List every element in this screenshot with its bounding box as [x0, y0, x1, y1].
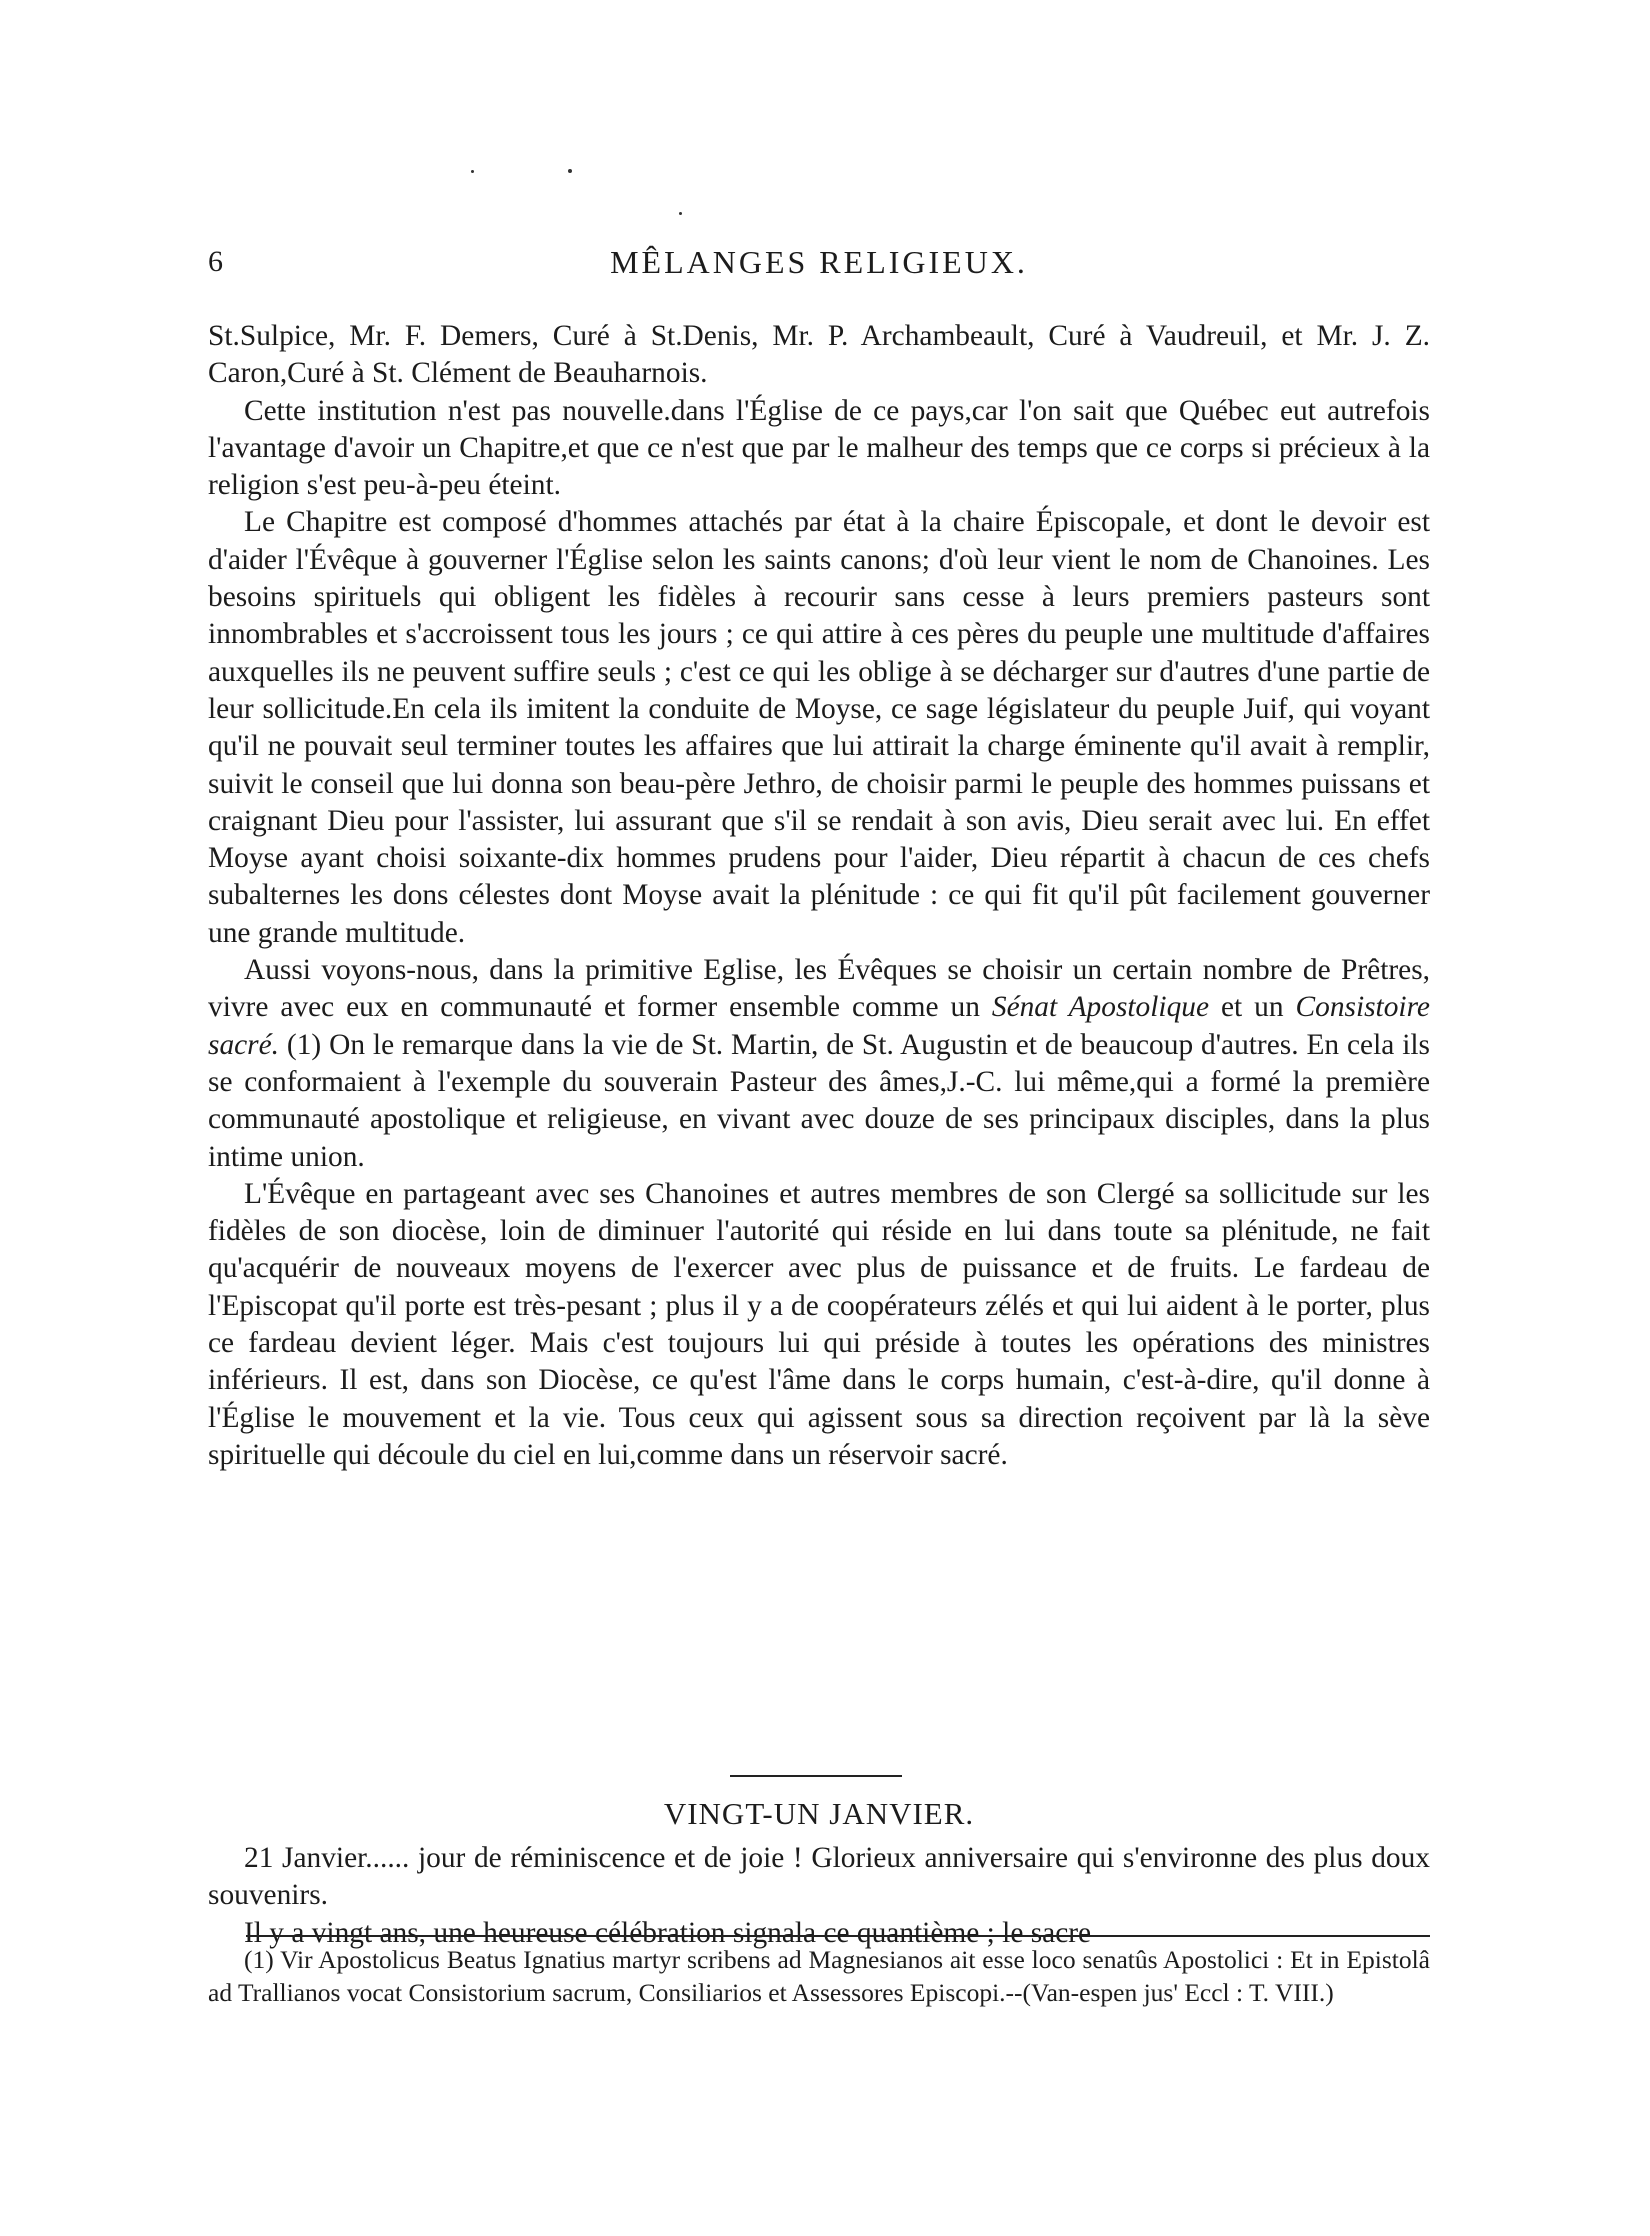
text-run: (1) On le remarque dans la vie de St. Martin, de St. Augustin et de beaucoup d'autres. En cela ils se conformaient à l'exemple du souverain Pasteur des âmes,J.-C. lui même,qui a formé la première communauté apostolique et religieuse, en vivant avec douze de ses principaux disciples, dans la plus intime union.	[208, 1028, 1430, 1173]
page-number: 6	[208, 245, 223, 278]
paragraph: L'Évêque en partageant avec ses Chanoines et autres membres de son Clergé sa sollicitude sur les fidèles de son diocèse, loin de diminuer l'autorité qui réside en lui dans toute sa plénitude, ne fait qu'acquérir de nouveaux moyens de l'exercer avec plus de puissance et de fruits. Le fardeau de l'Episcopat qu'il porte est très-pesant ; plus il y a de coopérateurs zélés et qui lui aident à le porter, plus ce fardeau devient léger. Mais c'est toujours lui qui préside à toutes les opérations des ministres inférieurs. Il est, dans son Diocèse, ce qu'est l'âme dans le corps humain, c'est-à-dire, qu'il donne à l'Église le mouvement et la vie. Tous ceux qui agissent sous sa direction reçoivent par là la sève spirituelle qui découle du ciel en lui,comme dans un réservoir sacré.	[208, 1177, 1430, 1471]
section-heading: VINGT-UN JANVIER.	[663, 1796, 975, 1831]
italic-term: Sénat Apostolique	[991, 991, 1210, 1024]
paragraph: 21 Janvier...... jour de réminiscence et de joie ! Glorieux anniversaire qui s'environne des plus doux souvenirs.	[208, 1842, 1430, 1912]
section-divider	[730, 1775, 902, 1777]
print-speck	[568, 169, 572, 173]
paragraph: Il y a vingt ans, une heureuse célébration signala ce quantième ; le sacre	[244, 1916, 1092, 1949]
text-run: Aussi voyons-nous, dans la primitive Eglise, les Évêques se choisir un certain nombre de Prêtres, vivre avec eux en communauté et former ensemble comme un	[208, 954, 1430, 1024]
paragraph	[208, 952, 1430, 1176]
footnote-text: (1) Vir Apostolicus Beatus Ignatius martyr scribens ad Magnesianos ait esse loco senatûs Apostolici : Et in Epistolâ ad Trallianos vocat Consistorium sacrum, Consiliarios et Assessores Episcopi.--(Van-espen jus' Eccl : T. VIII.)	[208, 1945, 1430, 2007]
footnote-divider	[246, 1935, 1430, 1937]
running-title: MÊLANGES RELIGIEUX.	[610, 244, 1028, 280]
paragraph: Le Chapitre est composé d'hommes attachés par état à la chaire Épiscopale, et dont le devoir est d'aider l'Évêque à gouverner l'Église selon les saints canons; d'où leur vient le nom de Chanoines. Les besoins spirituels qui obligent les fidèles à recourir sans cesse à leurs premiers pasteurs sont innombrables et s'accroissent tous les jours ; ce qui attire à ces pères du peuple une multitude d'affaires auxquelles ils ne peuvent suffire seuls ; c'est ce qui les oblige à se décharger sur d'autres d'une partie de leur sollicitude.En cela ils imitent la conduite de Moyse, ce sage législateur du peuple Juif, qui voyant qu'il ne pouvait seul terminer toutes les affaires que lui attirait la charge éminente qu'il avait à remplir, suivit le conseil que lui donna son beau-père Jethro, de choisir parmi le peuple des hommes puissans et craignant Dieu pour l'assister, lui assurant que s'il se rendait à son avis, Dieu serait avec lui. En effet Moyse ayant choisi soixante-dix hommes prudens pour l'aider, Dieu répartit à chacun de ces chefs subalternes les dons célestes dont Moyse avait la plénitude : ce qui fit qu'il pût facilement gouverner une grande multitude.	[208, 506, 1430, 949]
print-speck	[471, 170, 474, 173]
paragraph: Cette institution n'est pas nouvelle.dans l'Église de ce pays,car l'on sait que Québec eut autrefois l'avantage d'avoir un Chapitre,et que ce n'est que par le malheur des temps que ce corps si précieux à la religion s'est peu-à-peu éteint.	[208, 394, 1430, 502]
main-text	[208, 318, 1430, 1474]
text-run: et un	[1209, 991, 1296, 1024]
running-head	[208, 240, 1430, 284]
italic-term: Consistoire sacré.	[208, 991, 1430, 1061]
footnote	[208, 1944, 1430, 2009]
print-speck	[679, 212, 682, 215]
paragraph: St.Sulpice, Mr. F. Demers, Curé à St.Denis, Mr. P. Archambeault, Curé à Vaudreuil, et Mr. J. Z. Caron,Curé à St. Clément de Beauharnois.	[208, 320, 1430, 390]
